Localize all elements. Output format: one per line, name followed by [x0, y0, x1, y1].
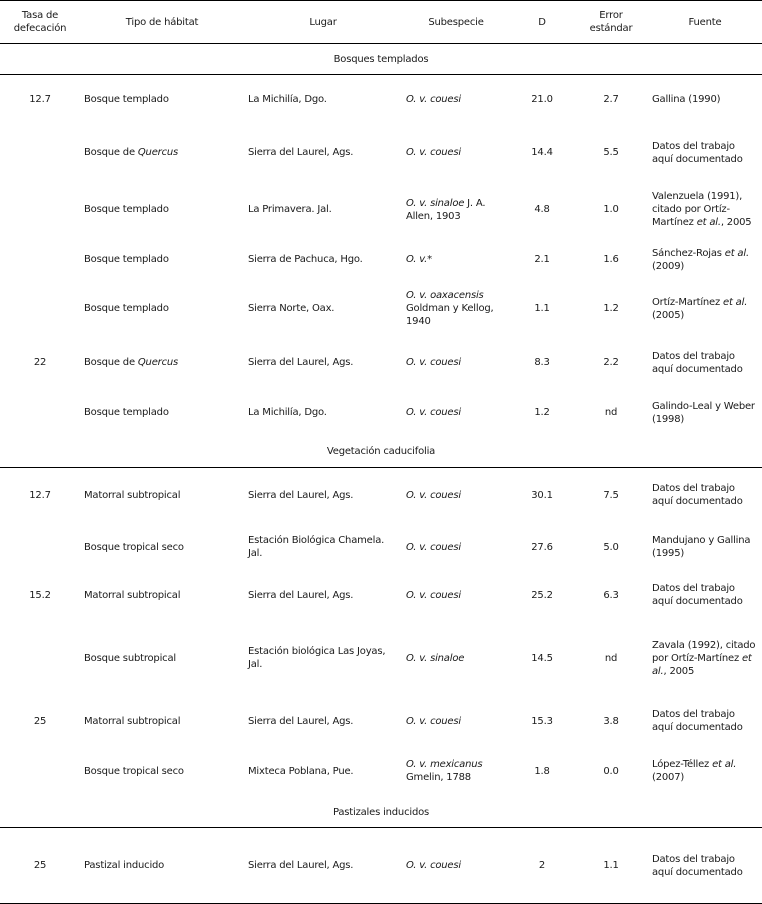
cell-habitat	[80, 745, 244, 797]
fuente-etal: et al.	[723, 296, 748, 308]
cell-fuente	[648, 571, 762, 619]
lugar-text: Mixteca Poblana, Pue.	[248, 765, 354, 777]
subespecie-author: *	[427, 254, 432, 265]
error-value: 0.0	[603, 765, 619, 777]
cell-habitat	[80, 571, 244, 619]
d-value: 4.8	[534, 204, 550, 215]
cell-lugar	[244, 125, 402, 181]
error-value: 2.7	[603, 94, 619, 106]
subespecie-taxon: O. v. sinaloe	[406, 652, 465, 664]
subespecie-taxon: O. v. couesi	[406, 357, 461, 368]
cell-tasa	[0, 745, 80, 797]
cell-error	[574, 389, 648, 437]
cell-error	[574, 75, 648, 125]
cell-error	[574, 467, 648, 523]
subespecie-taxon: O. v. couesi	[406, 541, 461, 553]
subespecie-taxon: O. v. couesi	[406, 489, 461, 501]
table-row	[0, 125, 762, 181]
cell-habitat	[80, 467, 244, 523]
cell-fuente	[648, 337, 762, 389]
table-row	[0, 389, 762, 437]
header-tasa: Tasa de defecación	[0, 1, 80, 44]
habitat-text: Bosque tropical seco	[84, 765, 184, 777]
cell-fuente	[648, 745, 762, 797]
cell-habitat	[80, 239, 244, 281]
habitat-text: Bosque templado	[84, 204, 169, 215]
cell-lugar	[244, 281, 402, 337]
error-value: 1.2	[603, 303, 619, 314]
section-title: Bosques templados	[0, 44, 762, 75]
habitat-text: Pastizal inducido	[84, 860, 165, 871]
cell-d	[510, 828, 574, 904]
subespecie-taxon: O. v. mexicanus	[406, 759, 483, 770]
habitat-text: Bosque templado	[84, 303, 169, 314]
error-value: nd	[604, 652, 618, 664]
cell-subespecie	[402, 239, 510, 281]
error-value: 1.0	[603, 204, 619, 215]
cell-subespecie	[402, 75, 510, 125]
tasa-value: 12.7	[29, 489, 51, 501]
cell-fuente	[648, 75, 762, 125]
cell-error	[574, 181, 648, 239]
subespecie-taxon: O. v. couesi	[406, 147, 461, 158]
table-row	[0, 745, 762, 797]
lugar-text: La Michilía, Dgo.	[248, 407, 327, 418]
cell-d	[510, 239, 574, 281]
cell-tasa	[0, 239, 80, 281]
cell-lugar	[244, 239, 402, 281]
subespecie-author: Gmelin, 1788	[406, 772, 471, 783]
header-error: Error estándar	[574, 1, 648, 44]
cell-d	[510, 467, 574, 523]
lugar-text: Sierra del Laurel, Ags.	[248, 589, 354, 601]
fuente-text: Datos del trabajo aquí documentado	[652, 140, 743, 165]
subespecie-taxon: O. v. couesi	[406, 589, 461, 601]
fuente-text: Sánchez-Rojas	[652, 247, 725, 259]
lugar-text: Estación Biológica Chamela. Jal.	[248, 535, 385, 559]
subespecie-taxon: O. v. couesi	[406, 860, 461, 871]
cell-subespecie	[402, 389, 510, 437]
table-row	[0, 75, 762, 125]
subespecie-taxon: O. v. sinaloe	[406, 197, 465, 209]
error-value: 1.6	[603, 254, 619, 265]
table-row	[0, 697, 762, 745]
section-row	[0, 44, 762, 75]
fuente-text: Galindo-Leal y Weber (1998)	[652, 400, 755, 425]
subespecie-author: Goldman y Kellog, 1940	[406, 303, 494, 327]
subespecie-taxon: O. v. couesi	[406, 94, 461, 106]
cell-error	[574, 619, 648, 697]
cell-tasa	[0, 828, 80, 904]
tasa-value: 22	[33, 357, 47, 368]
lugar-text: Sierra del Laurel, Ags.	[248, 357, 354, 368]
section-row	[0, 797, 762, 828]
lugar-text: Sierra del Laurel, Ags.	[248, 489, 354, 501]
d-value: 14.5	[531, 652, 553, 664]
lugar-text: Estación biológica Las Joyas, Jal.	[248, 646, 386, 670]
table-row	[0, 619, 762, 697]
fuente-etal: et al.	[652, 652, 752, 677]
lugar-text: La Primavera. Jal.	[248, 204, 332, 215]
d-value: 1.8	[534, 765, 550, 777]
cell-error	[574, 828, 648, 904]
habitat-text: Matorral subtropical	[84, 715, 181, 727]
fuente-text: Datos del trabajo aquí documentado	[652, 853, 743, 878]
cell-tasa	[0, 697, 80, 745]
cell-d	[510, 181, 574, 239]
cell-lugar	[244, 697, 402, 745]
error-value: 5.5	[603, 147, 619, 158]
cell-d	[510, 619, 574, 697]
cell-habitat	[80, 75, 244, 125]
cell-error	[574, 697, 648, 745]
cell-habitat	[80, 697, 244, 745]
cell-tasa	[0, 281, 80, 337]
cell-error	[574, 523, 648, 571]
cell-tasa	[0, 389, 80, 437]
cell-fuente	[648, 697, 762, 745]
header-fuente: Fuente	[648, 1, 762, 44]
header-row	[0, 1, 762, 44]
table-row	[0, 337, 762, 389]
subespecie-taxon: O. v.	[406, 254, 428, 265]
d-value: 30.1	[531, 489, 553, 501]
cell-d	[510, 337, 574, 389]
habitat-text: Bosque subtropical	[84, 652, 176, 664]
cell-error	[574, 571, 648, 619]
section-title: Pastizales inducidos	[0, 797, 762, 828]
cell-lugar	[244, 523, 402, 571]
habitat-text: Bosque templado	[84, 254, 169, 265]
fuente-text: Gallina (1990)	[652, 94, 721, 106]
table-row	[0, 239, 762, 281]
subespecie-taxon: O. v. couesi	[406, 407, 461, 418]
cell-error	[574, 125, 648, 181]
cell-fuente	[648, 281, 762, 337]
cell-subespecie	[402, 337, 510, 389]
lugar-text: Sierra del Laurel, Ags.	[248, 715, 354, 727]
fuente-etal: et al.	[724, 247, 749, 259]
cell-habitat	[80, 619, 244, 697]
table-row	[0, 828, 762, 904]
d-value: 8.3	[534, 357, 550, 368]
d-value: 27.6	[531, 541, 553, 553]
cell-tasa	[0, 125, 80, 181]
cell-fuente	[648, 828, 762, 904]
cell-fuente	[648, 125, 762, 181]
d-value: 2.1	[534, 254, 550, 265]
tasa-value: 12.7	[29, 94, 51, 106]
subespecie-taxon: O. v. couesi	[406, 715, 461, 727]
error-value: 5.0	[603, 541, 619, 553]
cell-habitat	[80, 281, 244, 337]
section-title: Vegetación caducifolia	[0, 437, 762, 468]
cell-lugar	[244, 181, 402, 239]
cell-lugar	[244, 828, 402, 904]
error-value: 7.5	[603, 489, 619, 501]
cell-fuente	[648, 239, 762, 281]
fuente-text: Datos del trabajo aquí documentado	[652, 483, 743, 508]
habitat-text: Matorral subtropical	[84, 589, 181, 601]
tasa-value: 15.2	[29, 589, 51, 601]
cell-habitat	[80, 337, 244, 389]
cell-habitat	[80, 828, 244, 904]
cell-error	[574, 337, 648, 389]
cell-habitat	[80, 125, 244, 181]
header-habitat: Tipo de hábitat	[80, 1, 244, 44]
cell-tasa	[0, 523, 80, 571]
tasa-value: 25	[33, 715, 47, 727]
error-value: 2.2	[603, 357, 619, 368]
habitat-text: Bosque templado	[84, 407, 169, 418]
error-value: 1.1	[603, 860, 619, 871]
cell-habitat	[80, 389, 244, 437]
table-header	[0, 1, 762, 44]
table-row	[0, 523, 762, 571]
table-row	[0, 181, 762, 239]
cell-d	[510, 745, 574, 797]
lugar-text: Sierra del Laurel, Ags.	[248, 860, 354, 871]
cell-fuente	[648, 181, 762, 239]
habitat-text: Bosque de	[84, 147, 138, 158]
cell-tasa	[0, 181, 80, 239]
cell-subespecie	[402, 697, 510, 745]
header-lugar: Lugar	[244, 1, 402, 44]
cell-tasa	[0, 571, 80, 619]
cell-tasa	[0, 467, 80, 523]
header-d: D	[510, 1, 574, 44]
lugar-text: Sierra del Laurel, Ags.	[248, 147, 354, 158]
fuente-etal: et al.	[696, 217, 721, 228]
cell-error	[574, 239, 648, 281]
fuente-text: López-Téllez	[652, 759, 713, 770]
cell-fuente	[648, 467, 762, 523]
lugar-text: Sierra de Pachuca, Hgo.	[248, 254, 363, 265]
cell-subespecie	[402, 125, 510, 181]
cell-error	[574, 281, 648, 337]
lugar-text: Sierra Norte, Oax.	[248, 303, 335, 314]
d-value: 25.2	[531, 589, 553, 601]
d-value: 14.4	[531, 147, 553, 158]
header-subespecie: Subespecie	[402, 1, 510, 44]
habitat-text: Bosque tropical seco	[84, 541, 184, 553]
subespecie-author: J. A. Allen, 1903	[406, 197, 486, 222]
fuente-text: Datos del trabajo aquí documentado	[652, 709, 743, 733]
cell-subespecie	[402, 467, 510, 523]
cell-tasa	[0, 75, 80, 125]
cell-lugar	[244, 389, 402, 437]
subespecie-taxon: O. v. oaxacensis	[406, 290, 484, 301]
fuente-text: Valenzuela (1991), citado por Ortíz-Martínez	[652, 191, 743, 228]
fuente-tail: (2009)	[652, 260, 685, 272]
cell-d	[510, 389, 574, 437]
table-row	[0, 281, 762, 337]
cell-d	[510, 75, 574, 125]
d-value: 15.3	[531, 715, 553, 727]
cell-lugar	[244, 75, 402, 125]
cell-tasa	[0, 619, 80, 697]
cell-lugar	[244, 571, 402, 619]
cell-subespecie	[402, 828, 510, 904]
habitat-text: Bosque templado	[84, 94, 169, 106]
cell-subespecie	[402, 281, 510, 337]
d-value: 1.2	[534, 407, 550, 418]
cell-habitat	[80, 181, 244, 239]
cell-subespecie	[402, 619, 510, 697]
cell-d	[510, 125, 574, 181]
fuente-tail: (2007)	[652, 772, 685, 783]
d-value: 1.1	[534, 303, 550, 314]
cell-d	[510, 523, 574, 571]
cell-fuente	[648, 389, 762, 437]
fuente-etal: et al.	[712, 759, 737, 770]
lugar-text: La Michilía, Dgo.	[248, 94, 327, 106]
cell-d	[510, 281, 574, 337]
fuente-text: Ortíz-Martínez	[652, 296, 724, 308]
table-row	[0, 571, 762, 619]
habitat-taxon: Quercus	[137, 357, 179, 368]
cell-fuente	[648, 619, 762, 697]
d-value: 21.0	[531, 94, 553, 106]
cell-subespecie	[402, 571, 510, 619]
cell-subespecie	[402, 181, 510, 239]
fuente-text: Datos del trabajo aquí documentado	[652, 350, 743, 375]
fuente-text: Zavala (1992), citado por Ortíz-Martínez	[652, 639, 756, 664]
error-value: 3.8	[603, 715, 619, 727]
section-row	[0, 437, 762, 468]
cell-tasa	[0, 337, 80, 389]
fuente-tail: , 2005	[663, 665, 695, 677]
habitat-taxon: Quercus	[137, 147, 179, 158]
cell-subespecie	[402, 523, 510, 571]
cell-habitat	[80, 523, 244, 571]
cell-fuente	[648, 523, 762, 571]
cell-d	[510, 697, 574, 745]
cell-error	[574, 745, 648, 797]
table-body	[0, 44, 762, 904]
cell-d	[510, 571, 574, 619]
error-value: 6.3	[603, 589, 619, 601]
habitat-text: Bosque de	[84, 357, 138, 368]
cell-lugar	[244, 745, 402, 797]
fuente-text: Mandujano y Gallina (1995)	[652, 535, 751, 559]
cell-lugar	[244, 337, 402, 389]
table-row	[0, 467, 762, 523]
cell-lugar	[244, 467, 402, 523]
fuente-tail: (2005)	[652, 309, 685, 321]
tasa-value: 25	[33, 860, 47, 871]
fuente-tail: , 2005	[720, 217, 752, 228]
cell-subespecie	[402, 745, 510, 797]
habitat-text: Matorral subtropical	[84, 489, 181, 501]
fuente-text: Datos del trabajo aquí documentado	[652, 583, 743, 607]
cell-lugar	[244, 619, 402, 697]
d-value: 2	[538, 860, 546, 871]
error-value: nd	[604, 407, 618, 418]
